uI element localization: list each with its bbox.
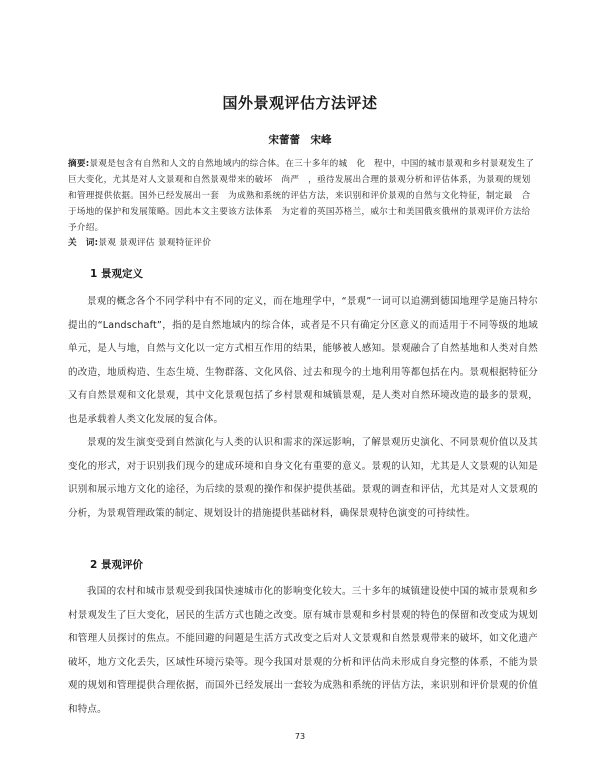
keywords-text: 景观 景观评估 景观特征评价: [98, 238, 212, 248]
section-heading-2: 2 景观评价: [90, 559, 143, 571]
section-1-paragraph-1: 景观的概念各个不同学科中有不同的定义，而在地理学中，“景观”一词可以追溯到德国地理学是施吕特尔提出的“Landschaft”，指的是自然地域内的综合体，或者是不只有确定分区意义的而适用于不同等级的地域单元，是人与地，自然与文化以一定方式相互作用的结果，能够被人感知。景观融合了自然基地和人类对自然的改造，地质构造、生态生境、生物群落、文化风俗、过去和现今的土地利用等都包括在内。景观根据特征分又有自然景观和文化景观，其中文化景观包括了乡村景观和城镇景观，是人类对自然环境改造的最多的景观，也是承载着人类文化发展的复合体。: [68, 296, 538, 425]
section-1-paragraph-2: 景观的发生演变受到自然演化与人类的认识和需求的深远影响，了解景观历史演化、不同景观价值以及其变化的形式，对于识别我们现今的建成环境和自身文化有重要的意义。景观的认知，尤其是人文景观的认知是识别和展示地方文化的途径，为后续的景观的操作和保护提供基础。景观的调查和评估，尤其是对人文景观的分析，为景观管理政策的制定、规划设计的措施提供基础材料，确保景观特色演变的可持续性。: [68, 437, 538, 519]
keywords-label: 关 词:: [68, 238, 99, 248]
paper-title: 国外景观评估方法评述: [222, 94, 378, 112]
keywords: [68, 236, 538, 250]
abstract-text: 景观是包含有自然和人文的自然地域内的综合体。在三十多年的城 化 程中，中国的城市景观和乡村景观发生了巨大变化，尤其是对人文景观和自然景观带来的破坏 尚严 ，亟待发展出合理的景观分析和评估体系，为景观的规划和管理提供依据。国外已经发展出一套 为成熟和系统的评估方法，来识别和评价景观的自然与文化特征，制定最 合于场地的保护和发展策略。因此本文主要该方法体系 为定着的英国苏格兰，威尔士和美国俄亥俄州的景观评价方法给予介绍。: [68, 159, 535, 233]
abstract-label: 摘要:: [68, 159, 90, 169]
paper-authors: 宋蕾蕾 宋峰: [268, 134, 332, 146]
section-heading-1: 1 景观定义: [90, 268, 143, 280]
page-number: 73: [294, 732, 306, 741]
abstract: [68, 156, 538, 236]
section-2-paragraph-1: 我国的农村和城市景观受到我国快速城市化的影响变化较大。三十多年的城镇建设使中国的城市景观和乡村景观发生了巨大变化，居民的生活方式也随之改变。原有城市景观和乡村景观的特色的保留和改变成为规划和管理人员探讨的焦点。不能回避的问题是生活方式改变之后对人文景观和自然景观带来的破坏，如文化遗产破坏，地方文化丢失，区域性环境污染等。现今我国对景观的分析和评估尚未形成自身完整的体系，不能为景观的规划和管理提供合理依据，而国外已经发展出一套较为成熟和系统的评估方法，来识别和评价景观的价值和特点。: [68, 586, 538, 715]
